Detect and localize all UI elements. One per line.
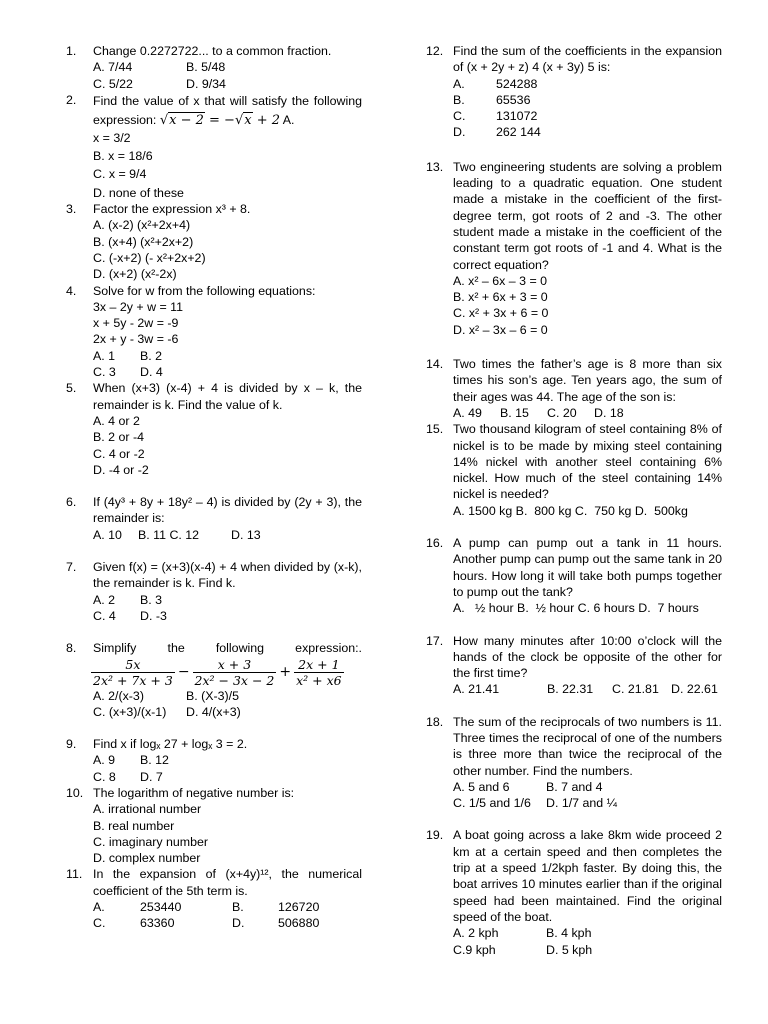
question-number: 12. [426,44,444,58]
option-d: D. 1/7 and ¼ [546,796,617,811]
option-c: C.9 kph [453,942,496,957]
option-c: C. x = 9/4 [93,167,147,182]
question-stem: The logarithm of negative number is: [93,785,295,800]
question-stem: Two engineering students are solving a problem leading to a quadratic equation. One student made a mistake in the coefficient of the first-degree term, got roots of 2 and -3. The other student made a mistake in the coefficient of the constant term got roots of -1 and 4. What is the correct equation? [453,159,722,272]
question-1 [66,43,362,92]
option-a: A. irrational number [93,802,202,817]
option-b: B. (X-3)/5 [186,688,240,703]
question-number: 4. [66,283,77,298]
question-number: 7. [66,560,77,575]
question-11 [66,866,362,931]
option-a: A. 21.41 [453,682,500,697]
option-a: A. 4 or 2 [93,413,140,428]
question-number: 9. [66,737,77,752]
option-b-value: 126720 [278,900,320,915]
question-number: 19. [426,828,444,843]
option-d: D. none of these [93,185,184,200]
right-column [426,43,722,958]
question-2 [66,92,362,201]
question-number: 13. [426,159,444,174]
option-d: D. 13 [231,527,261,542]
option-a: A. 49 [453,405,482,420]
option-c: C. (-x+2) (- x²+2x+2) [93,250,206,265]
question-stem: Change 0.2272722... to a common fraction. [93,44,332,58]
option-d: D. (x+2) (x²-2x) [93,267,177,282]
option-c-label: C. [93,916,106,931]
question-6 [66,494,362,543]
question-17 [426,633,722,698]
question-number: 8. [66,641,77,656]
option-d: D. -4 or -2 [93,462,149,477]
option-c: C. 21.81 [612,682,659,697]
option-c-value: 63360 [140,916,175,931]
option-d-value: 506880 [278,916,320,931]
option-a: A. 9 [93,753,116,768]
option-b: B. 3 [140,592,163,607]
option-c: C. 3 [93,365,116,380]
option-d: D. 9/34 [186,76,226,91]
option-d: D. complex number [93,851,201,866]
option-d: D. 4 [140,365,163,380]
option-b: B. 2 or -4 [93,430,144,445]
option-a-value: 253440 [140,900,182,915]
option-b-value: 65536 [496,92,531,107]
question-stem: Two times the father’s age is 8 more than six times his son’s age. Ten years ago, the sum of their ages was 44. The age of the son is: [453,357,722,404]
option-a: x = 3/2 [93,130,131,145]
question-stem: Factor the expression x³ + 8. [93,202,251,217]
question-18 [426,714,722,812]
option-a: A. 1 [93,348,116,363]
question-13 [426,159,722,338]
question-stem: Solve for w from the following equations: [93,283,316,298]
question-stem: Find the value of x that will satisfy the following expression: [93,93,362,127]
option-b: B. x² + 6x + 3 = 0 [453,290,548,305]
question-stem: If (4y³ + 8y + 18y² – 4) is divided by (2y + 3), the remainder is: [93,495,362,526]
option-b: B. 2 [140,348,163,363]
options-line: A. ½ hour B. ½ hour C. 6 hours D. 7 hours [453,601,699,616]
option-c: C. 4 [93,608,116,623]
option-b-c: B. 11 C. 12 [138,527,200,542]
question-19 [426,827,722,957]
option-a: A. x² – 6x – 3 = 0 [453,273,548,288]
option-a: A. 5 and 6 [453,779,510,794]
left-column [66,43,362,932]
option-d-label: D. [232,916,245,931]
question-4 [66,283,362,381]
question-3 [66,201,362,282]
option-a-label: A. [282,112,295,127]
option-d: D. x² – 3x – 6 = 0 [453,322,548,337]
option-b-label: B. [453,92,465,107]
question-stem: How many minutes after 10:00 o’clock will the hands of the clock be opposite of the other for the first time? [453,633,722,681]
option-d-label: D. [453,125,466,140]
option-a: A. 2 kph [453,926,499,941]
option-b-label: B. [232,900,244,915]
question-stem: Find x if logₓ 27 + logₓ 3 = 2. [93,737,248,752]
option-a: A. 7/44 [93,60,133,75]
options-line: A. 1500 kg B. 800 kg C. 750 kg D. 500kg [453,503,688,518]
question-stem: The sum of the reciprocals of two numbers is 11. Three times the reciprocal of one of the numbers is three more than twice the reciprocal of the other number. Find the numbers. [453,714,722,778]
question-number: 1. [66,44,77,58]
option-a-label: A. [93,900,105,915]
equation-1: 3x – 2y + w = 11 [93,299,184,314]
question-16 [426,535,722,616]
option-d: D. 7 [140,769,163,784]
question-number: 5. [66,381,77,396]
question-number: 17. [426,633,444,648]
question-stem: Given f(x) = (x+3)(x-4) + 4 when divided by (x-k), the remainder is k. Find k. [93,560,362,591]
question-number: 10. [66,785,84,800]
option-c: C. 20 [547,405,577,420]
question-number: 14. [426,357,444,372]
question-number: 11. [66,867,83,882]
option-b: B. (x+4) (x²+2x+2) [93,234,194,249]
option-c: C. 4 or -2 [93,446,145,461]
option-d: D. -3 [140,608,167,623]
option-c: C. 8 [93,769,116,784]
option-b: B. 7 and 4 [546,779,603,794]
question-number: 16. [426,536,444,551]
question-15 [426,421,722,519]
question-stem: A pump can pump out a tank in 11 hours. Another pump can pump out the same tank in 20 hours. How long it will take both pumps together to pump out the tank? [453,536,722,599]
option-b: B. x = 18/6 [93,149,153,164]
question-5 [66,380,362,478]
question-7 [66,559,362,624]
option-a: A. 2/(x-3) [93,688,144,703]
question-number: 2. [66,92,77,107]
option-b: B. 15 [500,405,529,420]
radical-expression: √x − 2 = −√x + 2 [159,112,281,128]
question-stem: A boat going across a lake 8km wide proceed 2 km at a certain speed and then completes the trip at a speed 1/2kph faster. By doing this, the boat arrives 10 minutes earlier than if the original speed had been maintained. Find the original speed of the boat. [453,828,722,924]
question-14 [426,356,722,421]
option-a: A. (x-2) (x²+2x+4) [93,218,191,233]
option-b: B. 4 kph [546,926,592,941]
question-9 [66,736,362,785]
question-number: 3. [66,202,77,217]
option-d: D. 4/(x+3) [186,704,241,719]
question-stem: Two thousand kilogram of steel containing 8% of nickel is to be made by mixing steel containing 14% nickel with another steel containing 6% nickel. How much of the steel containing 14% nickel is needed? [453,422,722,502]
question-stem: Simplify the following expression:. [93,641,362,656]
option-b: B. real number [93,818,175,833]
option-d: D. 5 kph [546,942,593,957]
question-8 [66,640,362,720]
option-b: B. 5/48 [186,60,226,75]
rational-expression: $\frac{5x}{\text{2x² + 7x + 3}}$ − $\frac{x + 3}{\text{2x² − 3x − 2}}$ + $\frac{2x + 1}{\text{x² + x6}}$ [93,656,342,688]
option-b: B. 22.31 [547,682,594,697]
question-stem: In the expansion of (x+4y)¹², the numerical coefficient of the 5th term is. [93,867,362,898]
question-number: 6. [66,495,77,510]
option-d: D. 18 [594,405,624,420]
question-10 [66,785,362,866]
question-stem: Find the sum of the coefficients in the expansion of (x + 2y + z) 4 (x + 3y) 5 is: [453,44,722,75]
option-a-value: 524288 [496,76,538,91]
option-a: A. 10 [93,527,122,542]
question-number: 15. [426,422,444,437]
option-c: C. imaginary number [93,834,209,849]
option-a-label: A. [453,76,465,91]
option-d: D. 22.61 [671,682,718,697]
option-d-value: 262 144 [496,125,541,140]
equation-2: x + 5y - 2w = -9 [93,316,179,331]
option-c-label: C. [453,109,466,124]
question-number: 18. [426,714,444,729]
option-c: C. (x+3)/(x-1) [93,704,167,719]
option-c-value: 131072 [496,109,538,124]
question-12 [426,43,722,141]
option-c: C. x² + 3x + 6 = 0 [453,306,549,321]
option-c: C. 1/5 and 1/6 [453,796,531,811]
equation-3: 2x + y - 3w = -6 [93,332,179,347]
question-stem: When (x+3) (x-4) + 4 is divided by x – k, the remainder is k. Find the value of k. [93,381,362,412]
option-a: A. 2 [93,592,116,607]
option-b: B. 12 [140,753,169,768]
option-c: C. 5/22 [93,76,133,91]
